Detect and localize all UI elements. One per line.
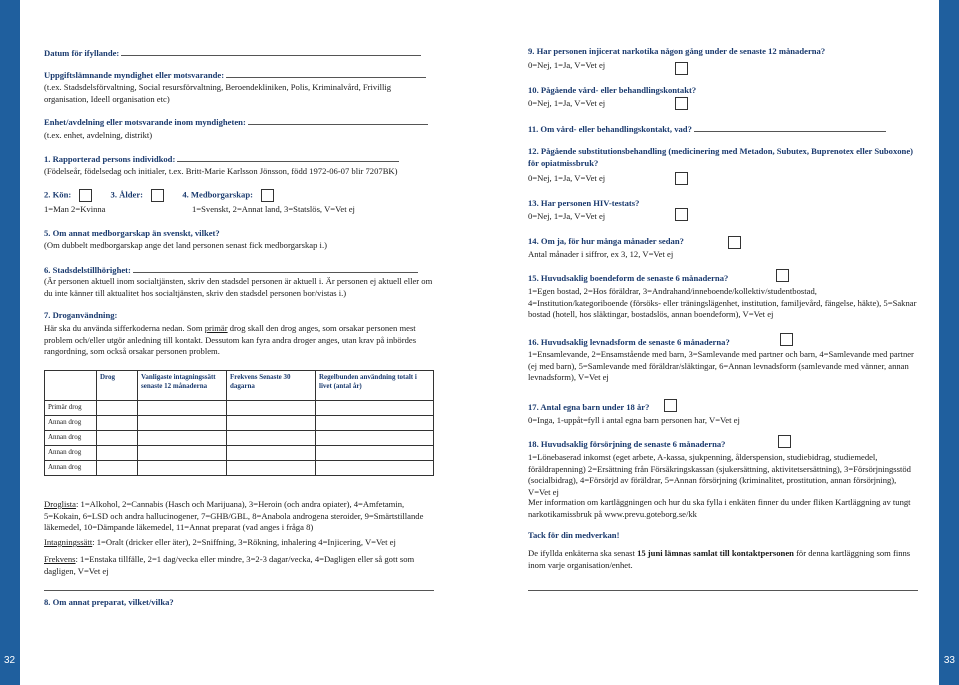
table-row <box>45 461 434 476</box>
q9-options: 0=Nej, 1=Ja, V=Vet ej <box>528 60 606 70</box>
q15-label: 15. Huvudsaklig boendeform de senaste 6 månaderna? <box>528 273 729 283</box>
q15-options: 1=Egen bostad, 2=Hos föräldrar, 3=Andrahand/inneboende/kollektiv/studentbostad, 4=Institution/kategoriboende (försöks- eller träningslägenhet, institution, familjevård, fängelse, häkte), 5=Saknar bostad (hotell, hos släktingar, bostadslös, annan boendeform), V=Vet ej <box>528 286 917 320</box>
q4-options: 1=Svenskt, 2=Annat land, 3=Statslös, V=Vet ej <box>192 204 355 214</box>
q18-label: 18. Huvudsaklig försörjning de senaste 6 månaderna? <box>528 439 726 449</box>
page-number-right: 33 <box>943 654 955 666</box>
q11-field[interactable] <box>694 122 886 132</box>
table-cell[interactable] <box>227 401 316 416</box>
table-row-label: Primär drog <box>45 401 97 416</box>
q8-row <box>44 597 434 609</box>
right-bottom-divider <box>528 590 918 591</box>
q11-row <box>528 122 918 136</box>
table-cell[interactable] <box>97 416 138 431</box>
q17-checkbox[interactable] <box>664 399 677 412</box>
drug-table-header-intag: Vanligaste intagningssätt senaste 12 månaderna <box>138 371 227 401</box>
table-cell[interactable] <box>227 416 316 431</box>
q1-field[interactable] <box>177 152 399 162</box>
q12-label: 12. Pågående substitutionsbehandling (medicinering med Metadon, Subutex, Buprenotex eller Suboxone) för opiatmissbruk? <box>528 146 914 168</box>
q14-label: 14. Om ja, för hur många månader sedan? <box>528 236 684 246</box>
table-cell[interactable] <box>97 431 138 446</box>
intag-text: : 1=Oralt (dricker eller äter), 2=Sniffning, 3=Rökning, inhalering 4=Injicering, V=Vet ej <box>92 537 396 547</box>
q14-checkbox[interactable] <box>728 236 741 249</box>
datum-label: Datum för ifyllande: <box>44 48 120 58</box>
q5-help: (Om dubbelt medborgarskap ange det land personen senast fick medborgarskap i.) <box>44 240 327 250</box>
q6-field[interactable] <box>133 263 418 273</box>
info-text: Mer information om kartläggningen och hur du ska fylla i enkäten finner du under fliken Kartläggning av tungt narkotikamissbruk på www.prevu.goteborg.se/kk <box>528 497 911 519</box>
q5-label: 5. Om annat medborgarskap än svenskt, vilket? <box>44 228 220 238</box>
footer-b: 15 juni lämnas samlat till kontaktpersonen <box>637 548 794 558</box>
q5-row <box>44 228 434 240</box>
q7-text-primary: primär <box>204 323 228 333</box>
table-row <box>45 416 434 431</box>
drug-table-header <box>45 371 434 401</box>
enhet-label: Enhet/avdelning eller motsvarande inom myndigheten: <box>44 117 246 127</box>
table-cell[interactable] <box>97 446 138 461</box>
table-cell[interactable] <box>138 401 227 416</box>
footer-a: De ifyllda enkäterna ska senast <box>528 548 638 558</box>
intagningssatt <box>44 537 434 549</box>
table-row <box>45 401 434 416</box>
left-margin-band <box>0 0 20 685</box>
q3-checkbox[interactable] <box>151 189 164 202</box>
q7-text-b: drog skall den drog anges, som orsakar personen mest problem och/eller utgör anledning till kontakt. Dessutom kan fyra andra droger anges, utan krav på inbördes rangordning, som också orsakar personen problem. <box>44 323 417 357</box>
q6-label: 6. Stadsdelstillhörighet: <box>44 265 131 275</box>
table-cell[interactable] <box>138 431 227 446</box>
q8-label: 8. Om annat preparat, vilket/vilka? <box>44 597 174 607</box>
q2-label: 2. Kön: <box>44 189 72 200</box>
q10-checkbox[interactable] <box>675 97 688 110</box>
datum-row <box>44 46 434 60</box>
q6-help: (Är personen aktuell inom socialtjänsten, skriv den stadsdel personen är aktuell i. Är personen ej aktuell eller om du inte känner till aktualitet hos socialtjänsten, skriv den stadsdel personen bor/vistas i.) <box>44 276 433 298</box>
q13-label: 13. Har personen HIV-testats? <box>528 198 640 208</box>
intag-label: Intagningssätt <box>44 537 93 547</box>
drug-table-header-regelbunden: Regelbunden användning totalt i livet (antal år) <box>316 371 434 401</box>
frekvens-label: Frekvens <box>44 554 76 564</box>
q2-q4-options <box>44 204 434 216</box>
table-row-label: Annan drog <box>45 461 97 476</box>
q16-label: 16. Huvudsaklig levnadsform de senaste 6 månaderna? <box>528 337 730 347</box>
table-cell[interactable] <box>97 401 138 416</box>
q3-label: 3. Ålder: <box>110 189 143 200</box>
q1-row <box>44 152 434 166</box>
table-cell[interactable] <box>138 416 227 431</box>
table-row-label: Annan drog <box>45 431 97 446</box>
table-cell[interactable] <box>227 446 316 461</box>
drug-table-corner <box>45 371 97 401</box>
q9-checkbox[interactable] <box>675 62 688 75</box>
footer-c: för denna kartläggning som finns inom varje organisation/enhet. <box>528 548 911 570</box>
q7-text-a: Här ska du använda sifferkoderna nedan. Som <box>44 323 205 333</box>
q10-options: 0=Nej, 1=Ja, V=Vet ej <box>528 98 606 108</box>
right-margin-band <box>939 0 959 685</box>
enhet-field[interactable] <box>248 115 428 125</box>
table-cell[interactable] <box>316 416 434 431</box>
table-cell[interactable] <box>138 446 227 461</box>
q1-help: (Födelseår, födelsedag och initialer, t.ex. Britt-Marie Karlsson Jönsson, född 1972-06-07 blir 7207BK) <box>44 166 398 176</box>
table-cell[interactable] <box>316 401 434 416</box>
enhet-row <box>44 115 434 129</box>
table-cell[interactable] <box>316 431 434 446</box>
q2-options: 1=Man 2=Kvinna <box>44 204 106 214</box>
q13-checkbox[interactable] <box>675 208 688 221</box>
q7-row <box>44 310 434 322</box>
table-cell[interactable] <box>97 461 138 476</box>
table-cell[interactable] <box>316 461 434 476</box>
uppgift-label: Uppgiftslämnande myndighet eller motsvarande: <box>44 70 225 80</box>
q17-label: 17. Antal egna barn under 18 år? <box>528 402 650 412</box>
q16-checkbox[interactable] <box>780 333 793 346</box>
q15-checkbox[interactable] <box>776 269 789 282</box>
uppgift-field[interactable] <box>226 68 426 78</box>
q18-checkbox[interactable] <box>778 435 791 448</box>
table-row-label: Annan drog <box>45 416 97 431</box>
frekvens <box>44 554 434 577</box>
footer-note <box>528 548 918 571</box>
enhet-examples: (t.ex. enhet, avdelning, distrikt) <box>44 130 153 140</box>
q14-help: Antal månader i siffror, ex 3, 12, V=Vet ej <box>528 249 674 259</box>
q12-checkbox[interactable] <box>675 172 688 185</box>
page-number-left: 32 <box>4 654 16 666</box>
datum-field[interactable] <box>121 46 421 56</box>
q11-label: 11. Om vård- eller behandlingskontakt, vad? <box>528 124 692 134</box>
q4-checkbox[interactable] <box>261 189 274 202</box>
table-row-label: Annan drog <box>45 446 97 461</box>
q1-label: 1. Rapporterad persons individkod: <box>44 154 176 164</box>
uppgift-row <box>44 68 434 82</box>
table-row <box>45 431 434 446</box>
table-row <box>45 446 434 461</box>
q10-label: 10. Pågående vård- eller behandlingskontakt? <box>528 85 697 95</box>
q18-options: 1=Lönebaserad inkomst (eget arbete, A-kassa, sjukpenning, ålderspension, studiebidrag, studiemedel, föräldrapenning) 2=Ersättning från Försäkringskassan (sjukersättning, aktivitetsersättning), 3=Försörjningsstöd (socialbidrag), 4=Försörjd av föräldrar, 5=Annan försörjning (kriminalitet, prostitution, annan försörjning), V=Vet ej <box>528 452 911 497</box>
q6-row <box>44 263 434 277</box>
q2-checkbox[interactable] <box>79 189 92 202</box>
q7-text <box>44 323 434 358</box>
thanks: Tack för din medverkan! <box>528 530 620 540</box>
droglista-label: Droglista <box>44 499 76 509</box>
drug-table-header-drog: Drog <box>97 371 138 401</box>
q7-label: 7. Droganvändning: <box>44 310 118 320</box>
q13-options: 0=Nej, 1=Ja, V=Vet ej <box>528 211 606 221</box>
q16-options: 1=Ensamlevande, 2=Ensamstående med barn, 3=Samlevande med partner och barn, 4=Samlevande med partner (ej med barn), 5=Samlevande med föräldrar/släktingar, 6=Annan levnadsform (samlevande med vänner, annan levnadsform), V=Vet ej <box>528 349 914 383</box>
droglista <box>44 499 434 534</box>
q2-q4-row <box>44 189 434 202</box>
drug-table <box>44 370 434 476</box>
table-cell[interactable] <box>227 461 316 476</box>
uppgift-examples: (t.ex. Stadsdelsförvaltning, Social resursförvaltning, Beroendekliniken, Polis, Kriminalvård, Frivillig organisation, Ideell organisation etc) <box>44 82 392 104</box>
table-cell[interactable] <box>138 461 227 476</box>
q9-label: 9. Har personen injicerat narkotika någon gång under de senaste 12 månaderna? <box>528 46 826 56</box>
q17-options: 0=Inga, 1-uppåt=fyll i antal egna barn personen har, V=Vet ej <box>528 415 740 425</box>
left-bottom-divider <box>44 590 434 591</box>
q4-label: 4. Medborgarskap: <box>182 189 253 200</box>
droglista-text: : 1=Alkohol, 2=Cannabis (Hasch och Marijuana), 3=Heroin (och andra opiater), 4=Amfetamin, 5=Kokain, 6=LSD och andra hallucinogener, 7=GHB/GBL, 8=Anabola androgena steroider, 9=Smärtstillande läkemedel, 10=Dämpande läkemedel, 11=Annat preparat (vad anges i fråga 8) <box>44 499 424 533</box>
frekvens-text: : 1=Enstaka tillfälle, 2=1 dag/vecka eller mindre, 3=2-3 dagar/vecka, 4=Dagligen eller så gott som dagligen, V=Vet ej <box>44 554 415 576</box>
table-cell[interactable] <box>316 446 434 461</box>
q12-options: 0=Nej, 1=Ja, V=Vet ej <box>528 173 606 183</box>
drug-table-header-frekvens: Frekvens Senaste 30 dagarna <box>227 371 316 401</box>
table-cell[interactable] <box>227 431 316 446</box>
